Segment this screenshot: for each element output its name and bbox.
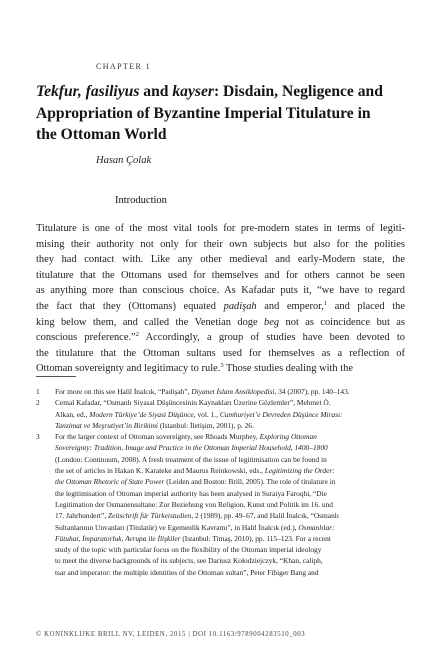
body-line: Titulature is one of the most vital tools for pre-modern states in terms of legiti- bbox=[36, 223, 405, 234]
title-and: and bbox=[139, 83, 173, 100]
footnote-line: tsar and imperator: the multiple identities of the Ottoman sultan”, Peter Fibiger Bang and bbox=[55, 567, 319, 577]
footnote bbox=[36, 431, 405, 578]
chapter-label: CHAPTER 1 bbox=[96, 62, 152, 71]
body-line: king below them, and called the Venetian doge beg not as coincidence but as bbox=[36, 316, 405, 328]
page-footer: © KONINKLIJKE BRILL NV, LEIDEN, 2015 | DOI 10.1163/9789004283510_003 bbox=[36, 631, 306, 638]
title-line-2: Appropriation of Byzantine Imperial Titulature in bbox=[36, 104, 371, 122]
italic-term: Exploring Ottoman bbox=[259, 432, 317, 442]
footnote-ref[interactable]: 1 bbox=[323, 299, 328, 307]
footnote-line: study of the topic with particular focus on the flexibility of the Ottoman imperial ideology bbox=[55, 545, 322, 555]
footnote-line: the set of articles in Hakan K. Karateke and Maurus Reinkowski, eds., Legitimizing the Order: bbox=[55, 466, 335, 476]
footnote-ref[interactable]: 3 bbox=[220, 362, 224, 370]
italic-term: Zeitschrift für Türkeistudien bbox=[107, 511, 192, 521]
body-line: mising their authority not only for their own subjects but also for the polities bbox=[36, 238, 405, 250]
footnote-number: 1 bbox=[36, 387, 40, 396]
footnote-ref[interactable]: 2 bbox=[135, 331, 139, 339]
footnote-text bbox=[55, 397, 405, 431]
body-line: the titulature that the Ottoman sultans used for themselves as a reflection of bbox=[36, 347, 405, 359]
italic-term: the Ottoman Rhetoric of State Power bbox=[55, 477, 165, 487]
footnote-number: 2 bbox=[36, 398, 40, 408]
section-heading: Introduction bbox=[115, 195, 167, 206]
footnote-line: Sultanlarının Unvanları (Titulatür) ve Egemenlik Kavramı”, in Halil İnalcık (ed.), Osmanlılar: bbox=[55, 522, 335, 532]
footnote-line: Tanzimat ve Meşrutiyet’in Birikimi (Istanbul: İletişim, 2001), p. 26. bbox=[55, 420, 254, 430]
title-italic-tekfur: Tekfur, fasiliyus bbox=[36, 83, 140, 100]
body-line: as anything more than conscious choice. As Kafadar puts it, “we have to regard bbox=[36, 285, 405, 297]
footnote-line: Legitimation der Osmanensultane: Zur Beziehung von Religion, Kunst und Politik im 16. und bbox=[55, 499, 333, 509]
body-text bbox=[36, 221, 405, 377]
title-line-1 bbox=[36, 81, 406, 103]
footnote bbox=[36, 386, 405, 397]
author-name: Hasan Çolak bbox=[96, 155, 152, 166]
italic-term: Sovereignty: Tradition, Image and Practice in the Ottoman Imperial Household, 1400–1800 bbox=[55, 443, 328, 453]
italic-term: beg bbox=[264, 316, 280, 328]
italic-term: Modern Türkiye’de Siyasi Düşünce bbox=[89, 409, 194, 419]
footnote-line: Fütuhat, İmparatorluk, Avrupa ile İlişkiler (Istanbul: Timaş, 2010), pp. 115–123. For a recent bbox=[55, 533, 331, 543]
footnote-number: 3 bbox=[36, 432, 40, 442]
footnote-line: the legitimisation of Ottoman imperial authority has been analysed in Suraiya Faroqhi, “Die bbox=[55, 488, 327, 498]
footnote-line: 17. Jahrhundert”, Zeitschrift für Türkeistudien, 2 (1989), pp. 49–67, and Halil İnalcık, “Osmanlı bbox=[55, 511, 339, 521]
footnote-line: Alkan, ed., Modern Türkiye’de Siyasi Düşünce, vol. 1., Cumhuriyet’e Devreden Düşünce Mirası: bbox=[55, 409, 343, 419]
title-rest: : Disdain, Negligence and bbox=[213, 83, 383, 100]
footnote bbox=[36, 397, 405, 431]
footnote-line: For the larger context of Ottoman sovereignty, see Rhoads Murphey, Exploring Ottoman bbox=[55, 432, 317, 442]
italic-term: Cumhuriyet’e Devreden Düşünce Mirası: bbox=[219, 409, 343, 419]
footnote-line: to meet the diverse backgrounds of its subjects, see Dariusz Kołodziejczyk, “Khan, caliph, bbox=[55, 556, 323, 566]
italic-term: Diyanet İslam Ansiklopedisi bbox=[191, 387, 275, 396]
body-line: they had contact with. Like any other medieval and early-Modern state, the bbox=[36, 254, 405, 266]
footnote-line: (London: Continuum, 2008). A fresh treatment of the issue of legitimisation can be found in bbox=[55, 454, 327, 464]
footnote-line bbox=[55, 442, 405, 453]
footnote-line: the Ottoman Rhetoric of State Power (Leiden and Boston: Brill, 2005). The role of titulature in bbox=[55, 477, 336, 487]
italic-term: Tanzimat ve Meşrutiyet’in Birikimi bbox=[55, 420, 158, 430]
footnote-line: Cemal Kafadar, “Osmanlı Siyasal Düşüncesinin Kaynakları Üzerine Gözlemler”, Mehmet Ö. bbox=[55, 398, 331, 408]
body-line: conscious preference.”$^2$ Accordingly, a group of studies have been devoted to bbox=[36, 331, 406, 344]
footnotes bbox=[36, 386, 405, 578]
body-line: titulature that the Ottomans used for themselves and for others cannot be seen bbox=[36, 269, 405, 281]
title-italic-kayser: kayser bbox=[172, 83, 214, 100]
footnote-text bbox=[55, 386, 405, 397]
chapter-title bbox=[36, 81, 406, 146]
italic-term: Osmanlılar: bbox=[298, 522, 335, 532]
body-line: the fact that they (Ottomans) equated padişah and emperor,$^1$ and placed the bbox=[36, 299, 405, 312]
italic-term: Fütuhat, İmparatorluk, Avrupa ile İlişkiler bbox=[55, 533, 181, 543]
italic-term: Legitimizing the Order: bbox=[264, 466, 335, 476]
italic-term: padişah bbox=[223, 300, 257, 312]
footnote-rule bbox=[36, 376, 76, 377]
title-line-3: the Ottoman World bbox=[36, 126, 167, 143]
footnote-text bbox=[55, 431, 405, 578]
body-line: Ottoman sovereignty and legitimacy to rule.$^3$ Those studies dealing with the bbox=[36, 362, 353, 375]
footnote-line: For more on this see Halil İnalcık, “Padişah”, Diyanet İslam Ansiklopedisi, 34 (2007), pp. 140–143. bbox=[55, 387, 350, 396]
